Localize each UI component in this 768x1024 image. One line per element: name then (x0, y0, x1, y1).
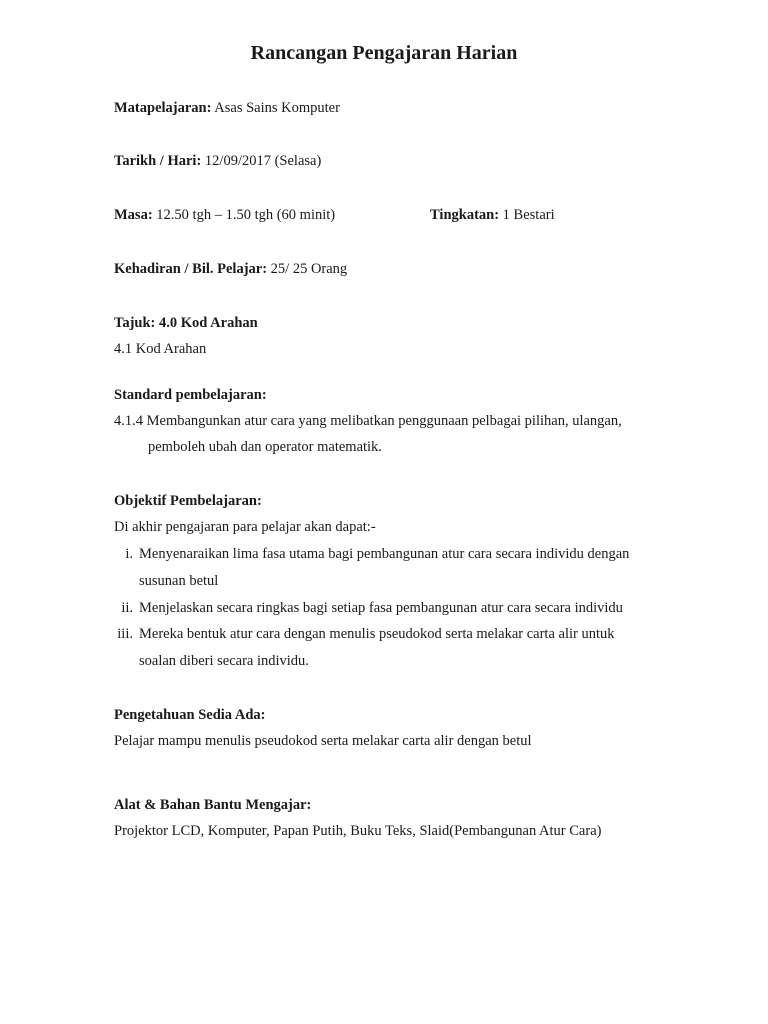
kehadiran-row (114, 259, 347, 279)
tingkatan-label: Tingkatan: (430, 207, 500, 223)
objektif-intro: Di akhir pengajaran para pelajar akan dapat:- (114, 519, 376, 535)
objektif-item-2-line-1: Menjelaskan secara ringkas bagi setiap fasa pembangunan atur cara secara individu (139, 600, 623, 616)
kehadiran-value: 25/ 25 Orang (270, 261, 348, 277)
alat-text: Projektor LCD, Komputer, Papan Putih, Buku Teks, Slaid(Pembangunan Atur Cara) (114, 823, 602, 839)
tingkatan-value: 1 Bestari (502, 207, 555, 223)
objektif-item-1-line-2: susunan betul (139, 573, 219, 589)
tingkatan-row (430, 205, 555, 225)
standard-heading: Standard pembelajaran: (114, 387, 267, 403)
masa-row (114, 205, 335, 225)
tajuk-heading: Tajuk: 4.0 Kod Arahan (114, 315, 258, 331)
matapelajaran-label: Matapelajaran: (114, 100, 212, 116)
page-title: Rancangan Pengajaran Harian (250, 42, 518, 64)
masa-label: Masa: (114, 207, 153, 223)
objektif-item-1-line-1: Menyenaraikan lima fasa utama bagi pembangunan atur cara secara individu dengan (139, 546, 630, 562)
alat-heading: Alat & Bahan Bantu Mengajar: (114, 797, 312, 813)
objektif-item-2-num: ii. (121, 600, 133, 616)
objektif-item-3-line-1: Mereka bentuk atur cara dengan menulis pseudokod serta melakar carta alir untuk (139, 626, 615, 642)
objektif-item-3-line-2: soalan diberi secara individu. (139, 653, 309, 669)
objektif-item-3-num: iii. (117, 626, 133, 642)
matapelajaran-row (114, 98, 340, 118)
objektif-heading: Objektif Pembelajaran: (114, 493, 262, 509)
kehadiran-label: Kehadiran / Bil. Pelajar: (114, 261, 268, 277)
standard-line-1: 4.1.4 Membangunkan atur cara yang melibatkan penggunaan pelbagai pilihan, ulangan, (114, 413, 622, 429)
masa-value: 12.50 tgh – 1.50 tgh (60 minit) (156, 207, 336, 223)
pengetahuan-heading: Pengetahuan Sedia Ada: (114, 707, 266, 723)
tajuk-sub: 4.1 Kod Arahan (114, 341, 207, 357)
objektif-item-1-num: i. (125, 546, 133, 562)
tarikh-value: 12/09/2017 (Selasa) (204, 153, 322, 169)
tarikh-row (114, 151, 321, 171)
tarikh-label: Tarikh / Hari: (114, 153, 202, 169)
pengetahuan-text: Pelajar mampu menulis pseudokod serta melakar carta alir dengan betul (114, 733, 532, 749)
standard-line-2: pemboleh ubah dan operator matematik. (148, 439, 382, 455)
matapelajaran-value: Asas Sains Komputer (214, 100, 340, 116)
